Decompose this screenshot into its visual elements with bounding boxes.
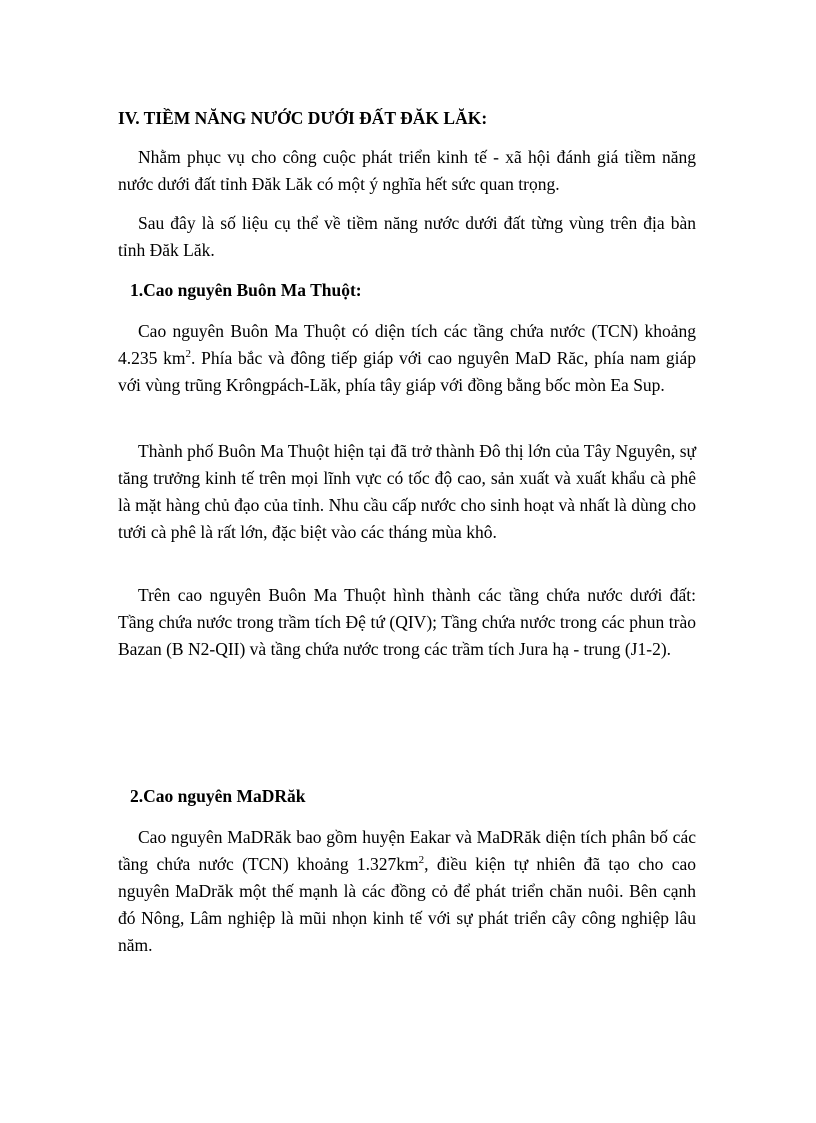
subsection-2-paragraph-1-text: Cao nguyên MaDRăk bao gồm huyện Eakar và MaDRăk diện tích phân bố các tầng chứa nước (TCN) khoảng 1.327km xyxy=(118,827,696,874)
intro-paragraph-2: Sau đây là số liệu cụ thể về tiềm năng nước dưới đất từng vùng trên địa bàn tỉnh Đăk Lăk. xyxy=(118,213,696,260)
subsection-1-paragraph-2: Thành phố Buôn Ma Thuột hiện tại đã trở thành Đô thị lớn của Tây Nguyên, sự tăng trưởng kinh tế trên mọi lĩnh vực có tốc độ cao, sản xuất và xuất khẩu cà phê là mặt hàng chủ đạo của tỉnh. Nhu cầu cấp nước cho sinh hoạt và nhất là dùng cho tưới cà phê là rất lớn, đặc biệt vào các tháng mùa khô. xyxy=(118,441,696,542)
intro-paragraph-1: Nhằm phục vụ cho công cuộc phát triển kinh tế - xã hội đánh giá tiềm năng nước dưới đất tỉnh Đăk Lăk có một ý nghĩa hết sức quan trọng. xyxy=(118,147,696,194)
subsection-1-paragraph-1-text-cont: . Phía bắc và đông tiếp giáp với cao nguyên MaD Răc, phía nam giáp với vùng trũng Krôngpách-Lăk, phía tây giáp với đồng bằng bốc mòn Ea Sup. xyxy=(118,348,696,395)
subsection-1-paragraph-1 xyxy=(118,318,696,399)
subsection-2-paragraph-1-text-cont: , điều kiện tự nhiên đã tạo cho cao nguyên MaDrăk một thế mạnh là các đồng cỏ để phát triển chăn nuôi. Bên cạnh đó Nông, Lâm nghiệp là mũi nhọn kinh tế với sự phát triển cây công nghiệp lâu năm. xyxy=(118,854,696,955)
section-title: IV. TIỀM NĂNG NƯỚC DƯỚI ĐẤT ĐĂK LĂK: xyxy=(118,108,488,128)
area-unit-superscript: 2 xyxy=(185,348,192,361)
subsection-2-paragraph-1 xyxy=(118,824,696,959)
subsection-1-title: 1.Cao nguyên Buôn Ma Thuột: xyxy=(130,280,362,300)
subsection-1-paragraph-1-text: Cao nguyên Buôn Ma Thuột có diện tích các tầng chứa nước (TCN) khoảng 4.235 km xyxy=(118,321,696,368)
subsection-2-title: 2.Cao nguyên MaDRăk xyxy=(130,786,306,806)
area-unit-superscript: 2 xyxy=(418,854,425,867)
subsection-1-paragraph-3: Trên cao nguyên Buôn Ma Thuột hình thành các tầng chứa nước dưới đất: Tầng chứa nước trong trầm tích Đệ tứ (QIV); Tầng chứa nước trong các phun trào Bazan (B N2-QII) và tầng chứa nước trong các trầm tích Jura hạ - trung (J1-2). xyxy=(118,585,696,659)
